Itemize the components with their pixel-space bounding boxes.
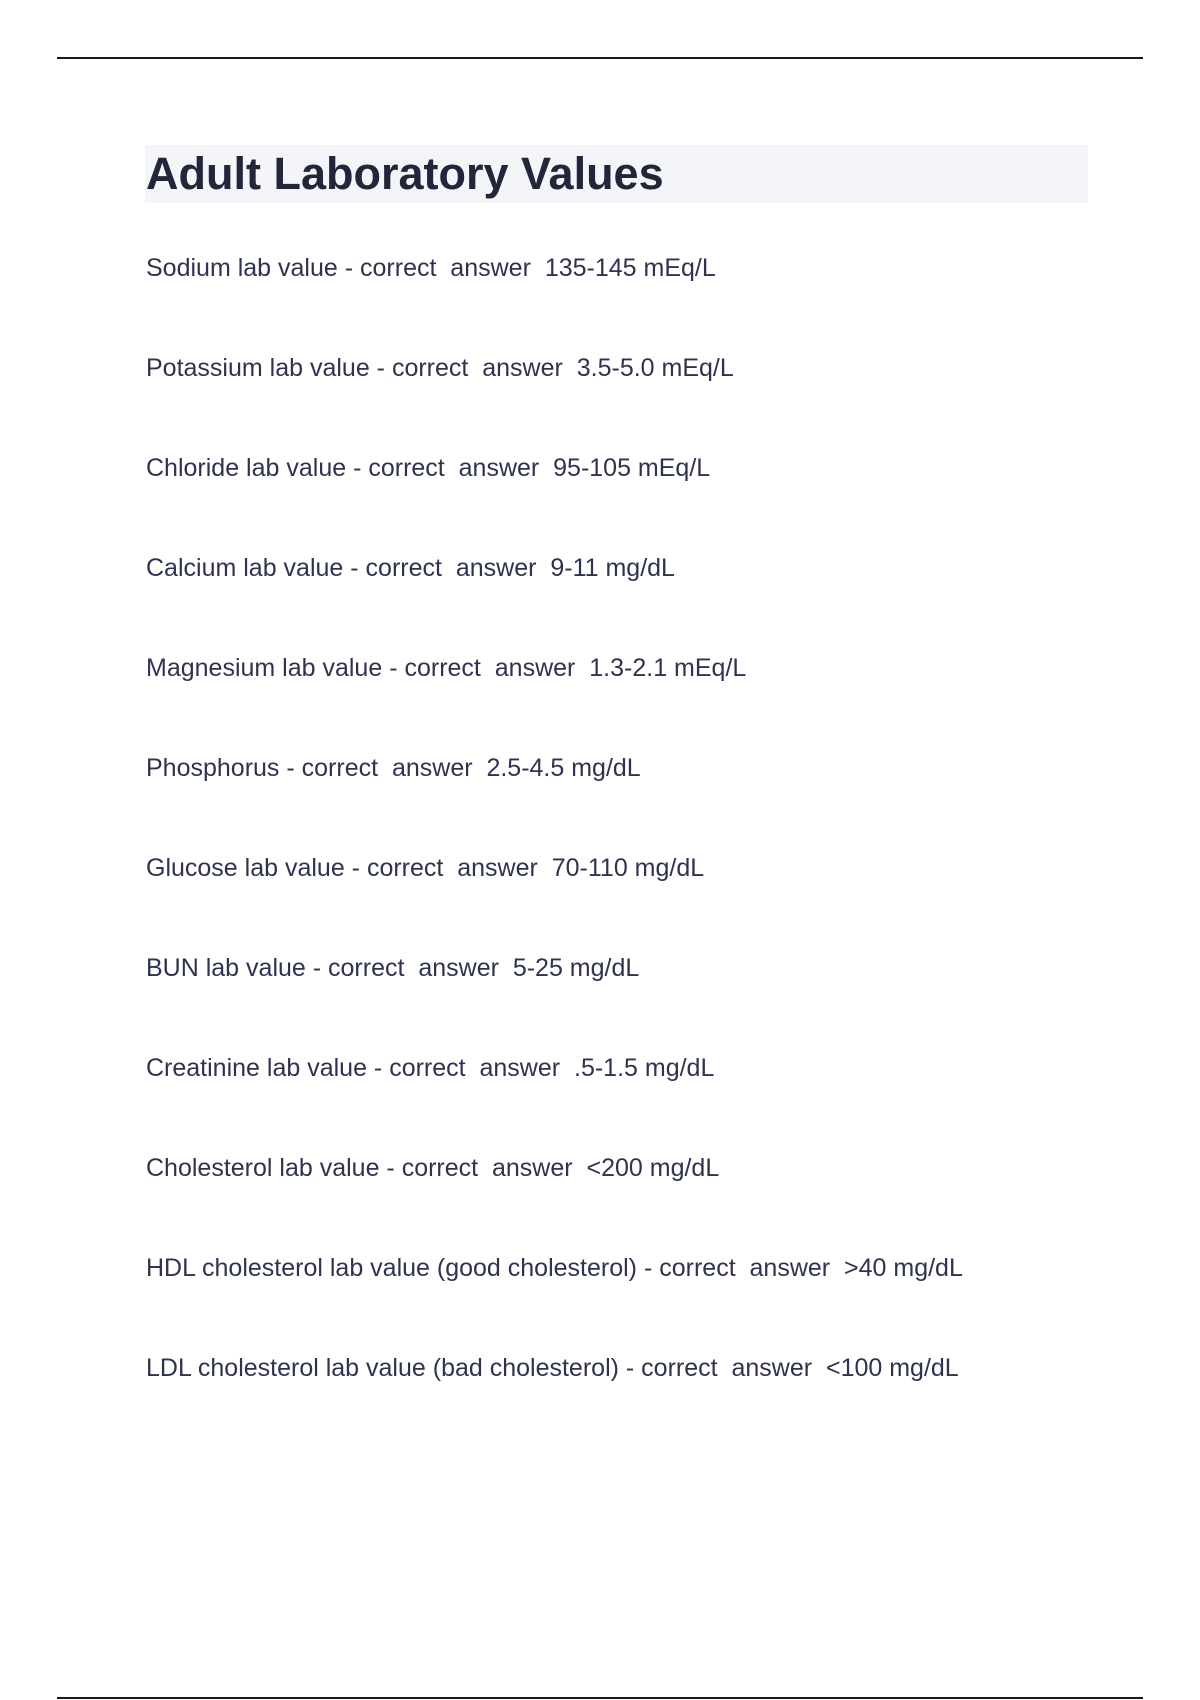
entry-separator: -	[382, 654, 405, 682]
entry-question: LDL cholesterol lab value (bad cholesterol)	[146, 1354, 619, 1382]
entry-label: correct answer	[365, 554, 537, 582]
entry-label: correct answer	[360, 254, 531, 282]
list-item	[146, 650, 963, 750]
entry-separator: -	[366, 1054, 390, 1082]
entry-label: correct answer	[391, 354, 563, 382]
entry-separator: -	[379, 1154, 402, 1182]
entry-answer: >40 mg/dL	[844, 1254, 963, 1282]
entry-question: Potassium lab value	[146, 354, 370, 382]
entry-question: Chloride lab value	[146, 454, 347, 482]
entry-label: correct answer	[659, 1254, 831, 1282]
list-item	[146, 1050, 963, 1150]
entry-label: correct answer	[389, 1054, 561, 1082]
list-item	[146, 350, 963, 450]
entry-question: Glucose lab value	[146, 854, 345, 882]
list-item	[146, 750, 963, 850]
entry-label: correct answer	[404, 654, 576, 682]
entry-separator: -	[343, 554, 366, 582]
entry-question: Calcium lab value	[146, 554, 344, 582]
list-item	[146, 450, 963, 550]
list-item	[146, 850, 963, 950]
entry-question: Magnesium lab value	[146, 654, 383, 682]
lab-values-list	[146, 250, 963, 1450]
entry-answer: .5-1.5 mg/dL	[574, 1054, 715, 1082]
entry-label: correct answer	[301, 754, 473, 782]
top-rule	[57, 57, 1143, 59]
entry-answer: 135-145 mEq/L	[544, 254, 716, 282]
entry-question: Sodium lab value	[146, 254, 338, 282]
entry-separator: -	[369, 354, 392, 382]
page-title: Adult Laboratory Values	[146, 148, 664, 199]
list-item	[146, 250, 963, 350]
entry-question: Phosphorus	[146, 754, 280, 782]
list-item	[146, 1350, 963, 1450]
entry-label: correct answer	[328, 954, 499, 982]
entry-answer: 3.5-5.0 mEq/L	[576, 354, 734, 382]
entry-separator: -	[279, 754, 302, 782]
entry-answer: 2.5-4.5 mg/dL	[486, 754, 641, 782]
entry-answer: <200 mg/dL	[586, 1154, 720, 1182]
list-item	[146, 550, 963, 650]
entry-question: Cholesterol lab value	[146, 1154, 380, 1182]
entry-label: correct answer	[368, 454, 540, 482]
entry-question: Creatinine lab value	[146, 1054, 367, 1082]
entry-answer: 1.3-2.1 mEq/L	[589, 654, 747, 682]
entry-separator: -	[637, 1254, 660, 1282]
entry-answer: 95-105 mEq/L	[553, 454, 711, 482]
entry-separator: -	[346, 454, 369, 482]
entry-answer: 70-110 mg/dL	[551, 854, 705, 882]
bottom-rule	[57, 1697, 1143, 1699]
entry-separator: -	[337, 254, 361, 282]
entry-separator: -	[618, 1354, 642, 1382]
list-item	[146, 950, 963, 1050]
entry-separator: -	[344, 854, 367, 882]
list-item	[146, 1250, 963, 1350]
entry-answer: 9-11 mg/dL	[550, 554, 675, 582]
entry-question: BUN lab value	[146, 954, 306, 982]
entry-answer: 5-25 mg/dL	[512, 954, 640, 982]
entry-question: HDL cholesterol lab value (good cholesterol)	[146, 1254, 638, 1282]
entry-answer: <100 mg/dL	[825, 1354, 959, 1382]
entry-label: correct answer	[401, 1154, 573, 1182]
entry-separator: -	[305, 954, 329, 982]
entry-label: correct answer	[366, 854, 538, 882]
list-item	[146, 1150, 963, 1250]
entry-label: correct answer	[641, 1354, 813, 1382]
